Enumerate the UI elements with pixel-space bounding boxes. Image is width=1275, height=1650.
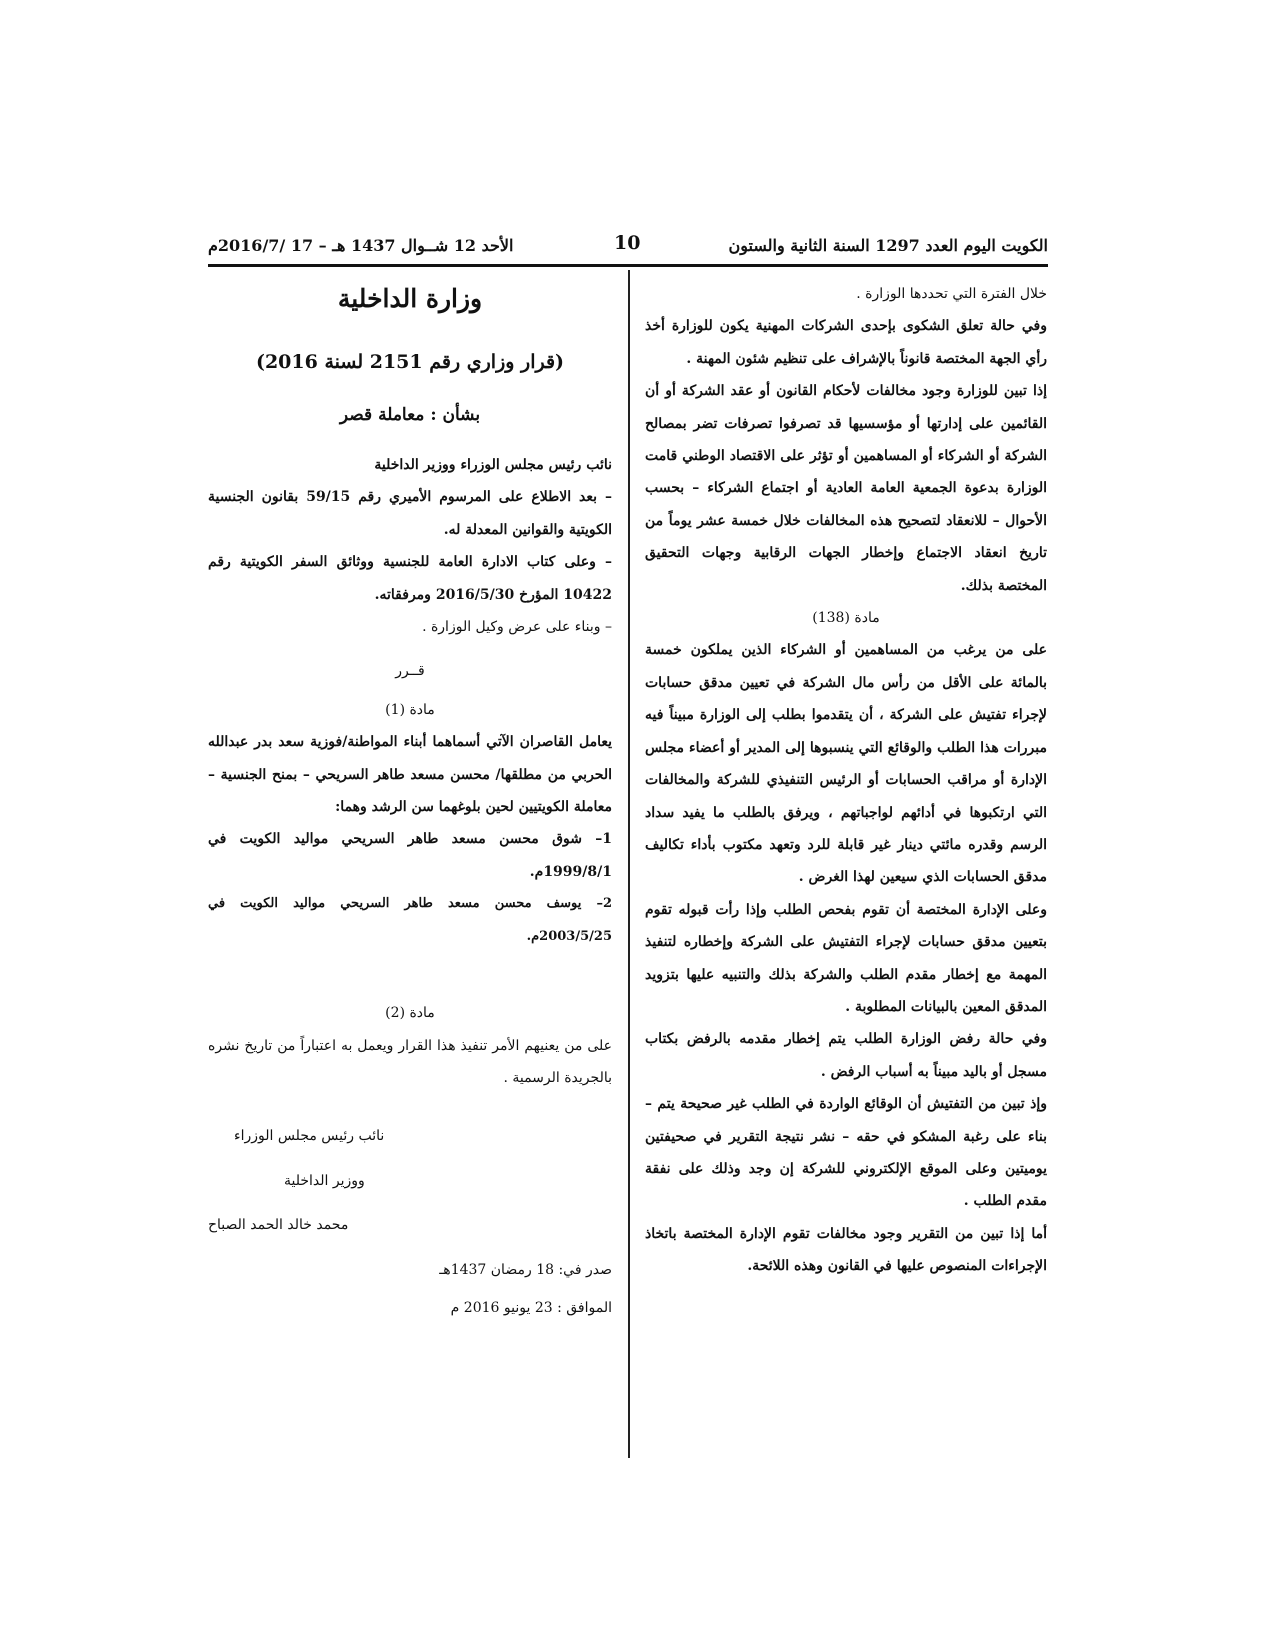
column-divider: [628, 270, 630, 1458]
signature-line: ووزير الداخلية: [284, 1172, 365, 1189]
article-heading: مادة (2): [385, 1005, 435, 1022]
decision-subject: بشأن : معاملة قصر: [339, 405, 481, 425]
paragraph: أما إذا تبين من التقرير وجود مخالفات تقوم الإدارة المختصة باتخاذ الإجراءات المنصوص عليها في القانون وهذه اللائحة.: [645, 1225, 1047, 1275]
page-header: [208, 232, 1048, 266]
article-heading: مادة (1): [385, 701, 435, 718]
article-heading: مادة (138): [812, 610, 880, 627]
paragraph: وإذ تبين من التفتيش أن الوقائع الواردة في الطلب غير صحيحة يتم – بناء على رغبة المشكو في حقه – نشر نتيجة التقرير في صحيفتين يوميتين وعلى الموقع الإلكتروني للشركة إن وجد وذلك على نفقة مقدم الطلب .: [645, 1096, 1047, 1210]
paragraph: خلال الفترة التي تحددها الوزارة .: [856, 286, 1047, 302]
decision-title: (قرار وزاري رقم 2151 لسنة 2016): [255, 351, 565, 373]
paragraph: وفي حالة رفض الوزارة الطلب يتم إخطار مقدمه بالرفض بكتاب مسجل أو باليد مبيناً به أسباب الرفض .: [645, 1031, 1047, 1080]
paragraph: وفي حالة تعلق الشكوى بإحدى الشركات المهنية يكون للوزارة أخذ رأي الجهة المختصة قانوناً بالإشراف على تنظيم شئون المهنة .: [645, 318, 1047, 367]
preamble-line: – بعد الاطلاع على المرسوم الأميري رقم 59/15 بقانون الجنسية الكويتية والقوانين المعدلة له.: [208, 489, 612, 538]
left-column: [208, 278, 612, 1324]
issued-date: صدر في: 18 رمضان 1437هـ: [439, 1261, 612, 1278]
paragraph: على من يرغب من المساهمين أو الشركاء الذين يملكون خمسة بالمائة على الأقل من رأس مال الشركة في تعيين مدقق حسابات لإجراء تفتيش على الشركة ، أن يتقدموا بطلب إلى الوزارة مبيناً فيه مبررات هذا الطلب والوقائع التي ينسبوها إلى المدير أو أعضاء مجلس الإدارة أو مراقب الحسابات أو الرئيس التنفيذي للشركة والمخالفات التي ارتكبوها في أدائهم لواجباتهم ، ويرفق بالطلب ما يفيد سداد الرسم وقدره مائتي دينار غير قابلة للرد وتعهد مكتوب بأداء تكاليف مدقق الحسابات الذي سيعين لهذا الغرض .: [645, 642, 1047, 886]
header-date: الأحد 12 شــوال 1437 هـ – 17 /2016/7م: [208, 236, 514, 255]
preamble-line: نائب رئيس مجلس الوزراء ووزير الداخلية: [374, 457, 612, 473]
preamble-line: – وعلى كتاب الادارة العامة للجنسية ووثائق السفر الكويتية رقم 10422 المؤرخ 2016/5/30 ومرفقاته.: [208, 554, 612, 603]
signature-line: نائب رئيس مجلس الوزراء: [234, 1128, 385, 1145]
list-item: 1– شوق محسن مسعد طاهر السريحي مواليد الكويت في 1999/8/1م.: [208, 831, 612, 880]
signatory-name: محمد خالد الحمد الصباح: [208, 1217, 349, 1234]
header-issue-info: الكويت اليوم العدد 1297 السنة الثانية والستون: [728, 236, 1048, 255]
signature-block: [208, 1120, 612, 1241]
article-text: على من يعنيهم الأمر تنفيذ هذا القرار ويعمل به اعتباراً من تاريخ نشره بالجريدة الرسمية .: [208, 1037, 612, 1086]
list-item: 2– يوسف محسن مسعد طاهر السريحي مواليد الكويت في 2003/5/25م.: [208, 896, 612, 944]
decided-heading: قــرر: [395, 663, 425, 680]
article-text: يعامل القاصران الآتي أسماهما أبناء المواطنة/فوزية سعد بدر عبدالله الحربي من مطلقها/ محسن مسعد طاهر السريحي – بمنح الجنسية – معاملة الكويتيين لحين بلوغهما سن الرشد وهما:: [208, 734, 612, 816]
ministry-title: وزارة الداخلية: [337, 284, 483, 313]
page-number: 10: [614, 232, 641, 254]
corresponding-date: الموافق : 23 يونيو 2016 م: [450, 1299, 612, 1316]
preamble-line: – وبناء على عرض وكيل الوزارة .: [422, 619, 612, 636]
header-divider: [208, 264, 1048, 267]
paragraph: إذا تبين للوزارة وجود مخالفات لأحكام القانون أو عقد الشركة أو أن القائمين على إدارتها أو مؤسسيها قد تصرفوا تصرفات تضر بمصالح الشركة أو الشركاء أو المساهمين أو تؤثر على الاقتصاد الوطني قامت الوزارة بدعوة الجمعية العامة العادية أو اجتماع الشركاء – بحسب الأحوال – للانعقاد لتصحيح هذه المخالفات خلال خمسة عشر يوماً من تاريخ انعقاد الاجتماع وإخطار الجهات الرقابية وجهات التحقيق المختصة بذلك.: [645, 383, 1047, 594]
paragraph: وعلى الإدارة المختصة أن تقوم بفحص الطلب وإذا رأت قبوله تقوم بتعيين مدقق حسابات لإجراء التفتيش على الشركة وإخطاره لتنفيذ المهمة مع إخطار مقدم الطلب والشركة بذلك والتنبيه عليها بتزويد المدقق المعين بالبيانات المطلوبة .: [645, 901, 1047, 1015]
right-column: [645, 278, 1047, 1283]
